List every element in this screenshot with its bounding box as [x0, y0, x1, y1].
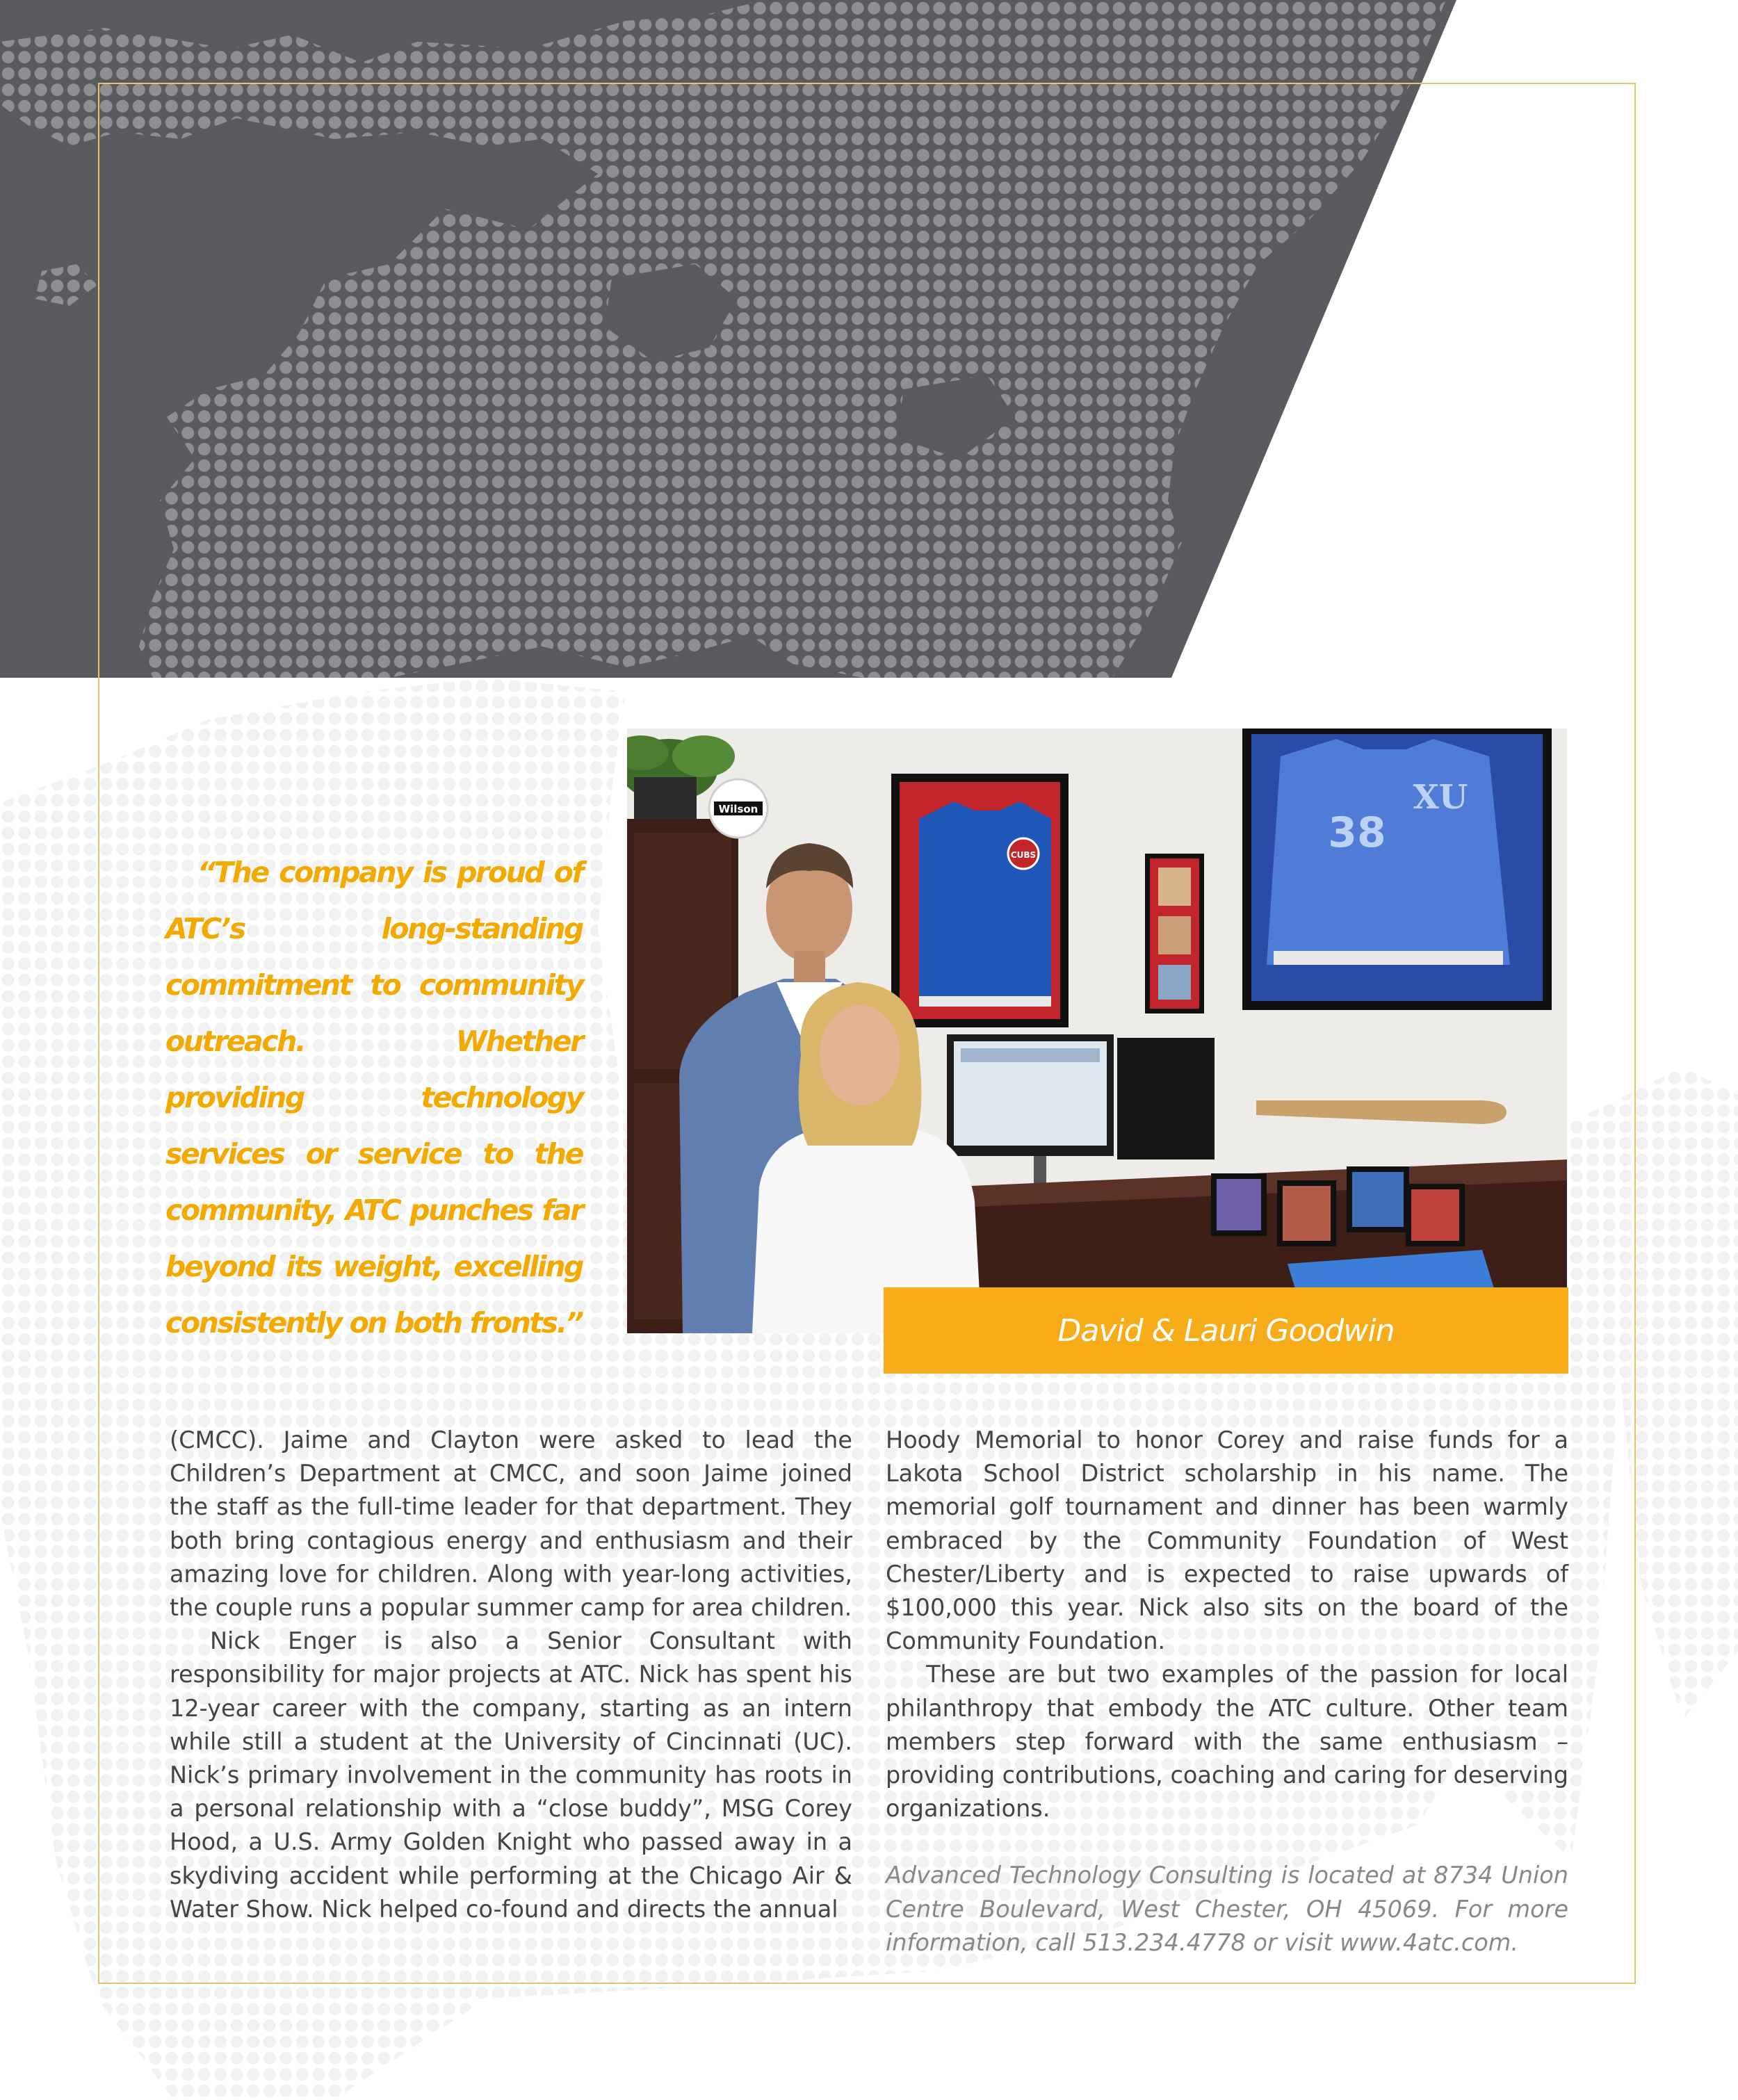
office-portrait-photo — [627, 729, 1567, 1333]
svg-text:Wilson: Wilson — [718, 803, 758, 815]
basketball-icon — [709, 779, 768, 838]
svg-text:38: 38 — [1328, 808, 1386, 857]
article-paragraph: Hoody Memorial to honor Corey and raise funds for a Lakota School District scholarship in his name. The memorial golf tournament and dinner has been warmly embraced by the Community Foundation of West Chester/Liberty and is expected to raise upwards of $100,000 this year. Nick also sits on the board of the Community Foundation. — [886, 1426, 1568, 1655]
pull-quote: “The company is proud of ATC’s long-standing commitment to community outreach. Whether providing technology services or service to the community, ATC punches far beyond its weight, excelling consistently on both fronts.” — [165, 856, 583, 1340]
svg-text:XU: XU — [1413, 778, 1468, 817]
article-paragraph: (CMCC). Jaime and Clayton were asked to lead the Children’s Department at CMCC, and soon Jaime joined the staff as the full-time leader for that department. They both bring contagious energy and enthusiasm and their amazing love for children. Along with year-long activities, the couple runs a popular summer camp for area children. — [170, 1426, 852, 1622]
framed-xu-jacket — [1242, 729, 1552, 1010]
photo-caption-bar — [884, 1287, 1568, 1374]
photo-caption: David & Lauri Goodwin — [1057, 1312, 1395, 1349]
article-column-right — [886, 1424, 1568, 1960]
framed-cubs-jersey — [891, 774, 1069, 1027]
svg-text:CUBS: CUBS — [1010, 850, 1037, 860]
article-column-left — [170, 1424, 852, 1926]
article-paragraph: These are but two examples of the passion for local philanthropy that embody the ATC culture. Other team members step forward with the same enthusiasm – providing contributions, coaching and caring for deserving organizations. — [886, 1661, 1568, 1823]
company-info-note: Advanced Technology Consulting is located at 8734 Union Centre Boulevard, West Chester, OH 45069. For more information, call 513.234.4778 or visit www.4atc.com. — [886, 1862, 1568, 1956]
framed-photo-column — [1145, 854, 1204, 1014]
article-paragraph: Nick Enger is also a Senior Consultant with responsibility for major projects at ATC. Nick has spent his 12-year career with the company, starting as an intern while still a student at the University of Cincinnati (UC). Nick’s primary involvement in the community has roots in a personal relationship with a “close buddy”, MSG Corey Hood, a U.S. Army Golden Knight who passed away in a skydiving accident while performing at the Chicago Air & Water Show. Nick helped co-found and directs the annual — [170, 1627, 852, 1923]
header-map-band — [0, 0, 1738, 678]
